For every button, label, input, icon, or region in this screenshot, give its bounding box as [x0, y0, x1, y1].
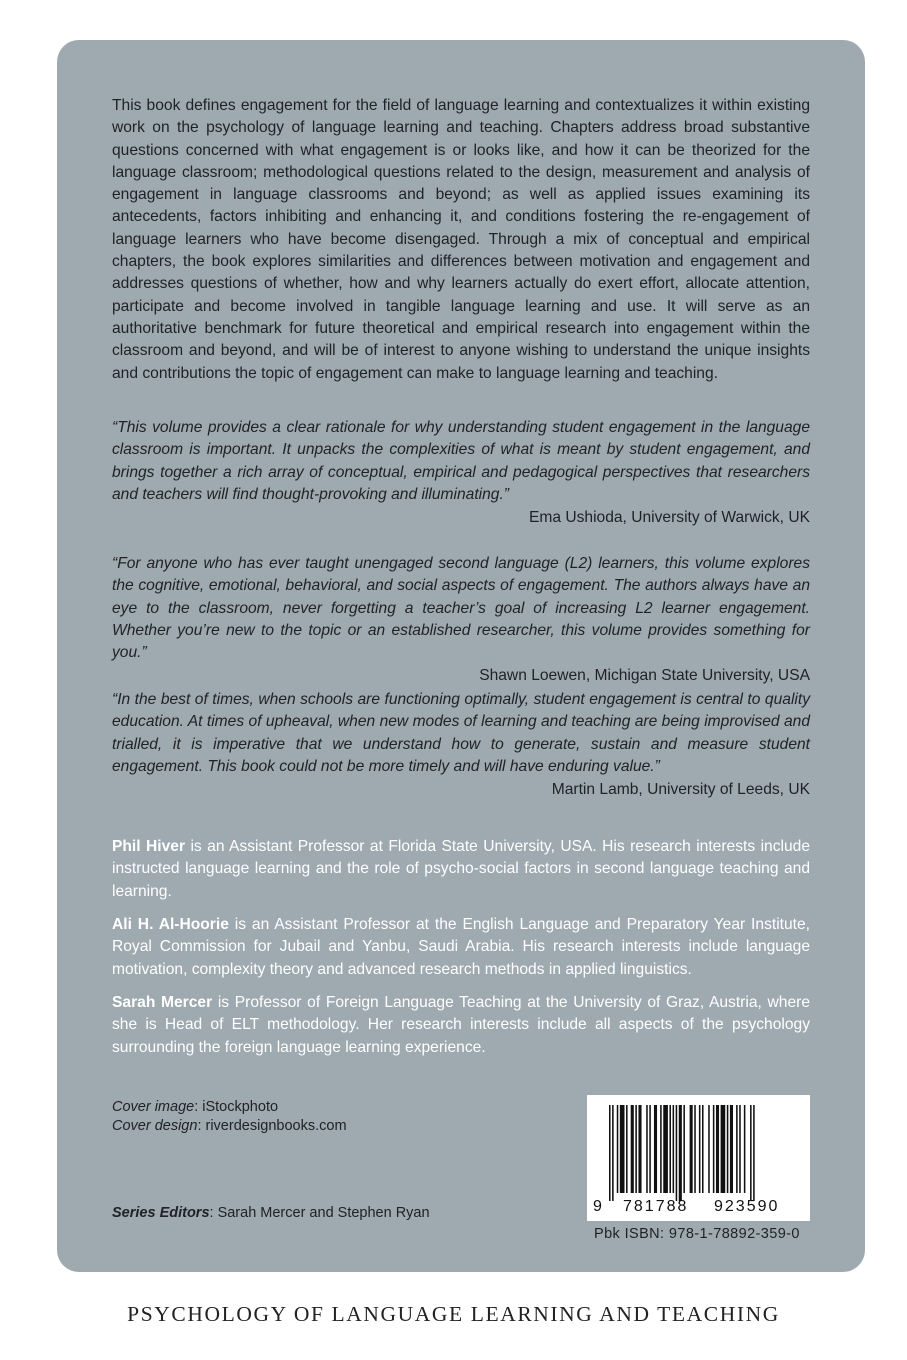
barcode-bar [753, 1105, 755, 1201]
author-bio-2 [112, 914, 810, 981]
barcode-bar [617, 1105, 619, 1193]
endorsement-attribution: Shawn Loewen, Michigan State University, USA [479, 667, 810, 685]
barcode-bar [676, 1105, 678, 1201]
barcode-bar [660, 1105, 662, 1193]
barcode-bar [744, 1105, 746, 1193]
barcode-bar [635, 1105, 637, 1193]
credit-value: : riverdesignbooks.com [197, 1118, 347, 1134]
barcode-bar [646, 1105, 648, 1193]
barcode-bar [683, 1105, 685, 1193]
author-name: Ali H. Al-Hoorie [112, 916, 229, 933]
credit-value: : iStockphoto [194, 1099, 279, 1115]
endorsement-attribution: Martin Lamb, University of Leeds, UK [551, 781, 810, 799]
barcode-bar [620, 1105, 625, 1193]
barcode-bar [673, 1105, 675, 1193]
credit-label: Cover image [112, 1099, 195, 1115]
barcode-graphic [587, 1095, 810, 1221]
barcode-bar [727, 1105, 729, 1193]
barcode-bar [631, 1105, 634, 1193]
credit-value: : Sarah Mercer and Stephen Ryan [209, 1205, 430, 1221]
endorsement-quote: “In the best of times, when schools are functioning optimally, student engagement is central to quality education. At times of upheaval, when new modes of learning and teaching are being improvised and trialled, it is imperative that we understand how to generate, sustain and measure student engagement. This book could not be more timely and will have enduring value.” [112, 691, 810, 775]
author-name: Phil Hiver [112, 838, 186, 855]
barcode-bar [626, 1105, 628, 1193]
author-bio-text: is Professor of Foreign Language Teaching at the University of Graz, Austria, where she is Head of ELT methodology. Her research interests include all aspects of the psychology surrounding the foreign language learning experience. [112, 994, 810, 1056]
barcode-bar [699, 1105, 701, 1193]
author-name: Sarah Mercer [112, 994, 213, 1011]
barcode-bar [713, 1105, 715, 1193]
barcode-bar [721, 1105, 726, 1193]
barcode-bar [702, 1105, 704, 1193]
barcode-bar [609, 1105, 611, 1201]
credit-label: Cover design [112, 1118, 198, 1134]
series-editors-credit [112, 1203, 430, 1223]
endorsement-quote: “This volume provides a clear rationale for why understanding student engagement in the language classroom is important. It unpacks the complexities of what is meant by student engagement, and brings together a rich array of conceptual, empirical and pedagogical perspectives that researchers and teachers will find thought-provoking and illuminating.” [112, 419, 810, 503]
isbn-label: Pbk ISBN: 978-1-78892-359-0 [594, 1226, 800, 1242]
isbn-barcode [587, 1095, 810, 1221]
barcode-bar [730, 1105, 733, 1193]
barcode-digits-left: 781788 [623, 1198, 689, 1215]
barcode-digits-right: 923590 [714, 1198, 780, 1215]
series-title: PSYCHOLOGY OF LANGUAGE LEARNING AND TEACHING [127, 1302, 780, 1326]
author-bio-1 [112, 836, 810, 903]
barcode-bar [679, 1105, 682, 1201]
cover-design-credit [112, 1116, 347, 1136]
author-bio-text: is an Assistant Professor at Florida State University, USA. His research interests include instructed language learning and the role of psycho-social factors in second language teaching and learning. [112, 838, 810, 900]
barcode-bar [739, 1105, 741, 1193]
endorsement-2 [112, 553, 810, 688]
barcode-bars [609, 1105, 755, 1201]
barcode-bar [663, 1105, 668, 1193]
barcode-bar [736, 1105, 738, 1193]
barcode-bar [694, 1105, 696, 1193]
credit-label: Series Editors [112, 1205, 210, 1221]
barcode-bar [669, 1105, 671, 1193]
barcode-bar [638, 1105, 641, 1193]
endorsement-attribution: Ema Ushioda, University of Warwick, UK [528, 509, 810, 527]
cover-image-credit [112, 1097, 278, 1117]
endorsement-quote: “For anyone who has ever taught unengaged second language (L2) learners, this volume explores the cognitive, emotional, behavioral, and social aspects of engagement. The authors always have an eye to the classroom, never forgetting a teacher’s goal of increasing L2 learner engagement. Whether you’re new to the topic or an established researcher, this volume provides something for you.” [112, 555, 810, 662]
barcode-digit-lead: 9 [593, 1198, 602, 1215]
endorsement-3 [112, 689, 810, 801]
barcode-bar [654, 1105, 657, 1193]
barcode-bar [612, 1105, 614, 1201]
barcode-bar [649, 1105, 651, 1193]
author-bio-text: is an Assistant Professor at the English Language and Preparatory Year Institute, Royal Commission for Jubail and Yanbu, Saudi Arabia. His research interests include language motivation, complexity theory and advanced research methods in applied linguistics. [112, 916, 811, 978]
barcode-bar [716, 1105, 719, 1193]
barcode-bar [708, 1105, 710, 1193]
book-description: This book defines engagement for the field of language learning and contextualizes it within existing work on the psychology of language learning and teaching. Chapters address broad substantive questions concerned with what engagement is or looks like, and how it can be theorized for the language classroom; methodological questions related to the design, measurement and analysis of engagement in language classrooms and beyond; as well as applied issues examining its antecedents, factors inhibiting and enhancing it, and conditions fostering the re-engagement of language learners who have become disengaged. Through a mix of conceptual and empirical chapters, the book explores similarities and differences between motivation and engagement and addresses questions of whether, how and why learners actually do exert effort, allocate attention, participate and become involved in tangible language learning and use. It will serve as an authoritative benchmark for future theoretical and empirical research into engagement within the classroom and beyond, and will be of interest to anyone wishing to understand the unique insights and contributions the topic of engagement can make to language learning and teaching. [112, 97, 810, 382]
barcode-bar [750, 1105, 752, 1201]
endorsement-1 [112, 417, 810, 529]
author-bio-3 [112, 992, 810, 1059]
barcode-bar [690, 1105, 693, 1193]
